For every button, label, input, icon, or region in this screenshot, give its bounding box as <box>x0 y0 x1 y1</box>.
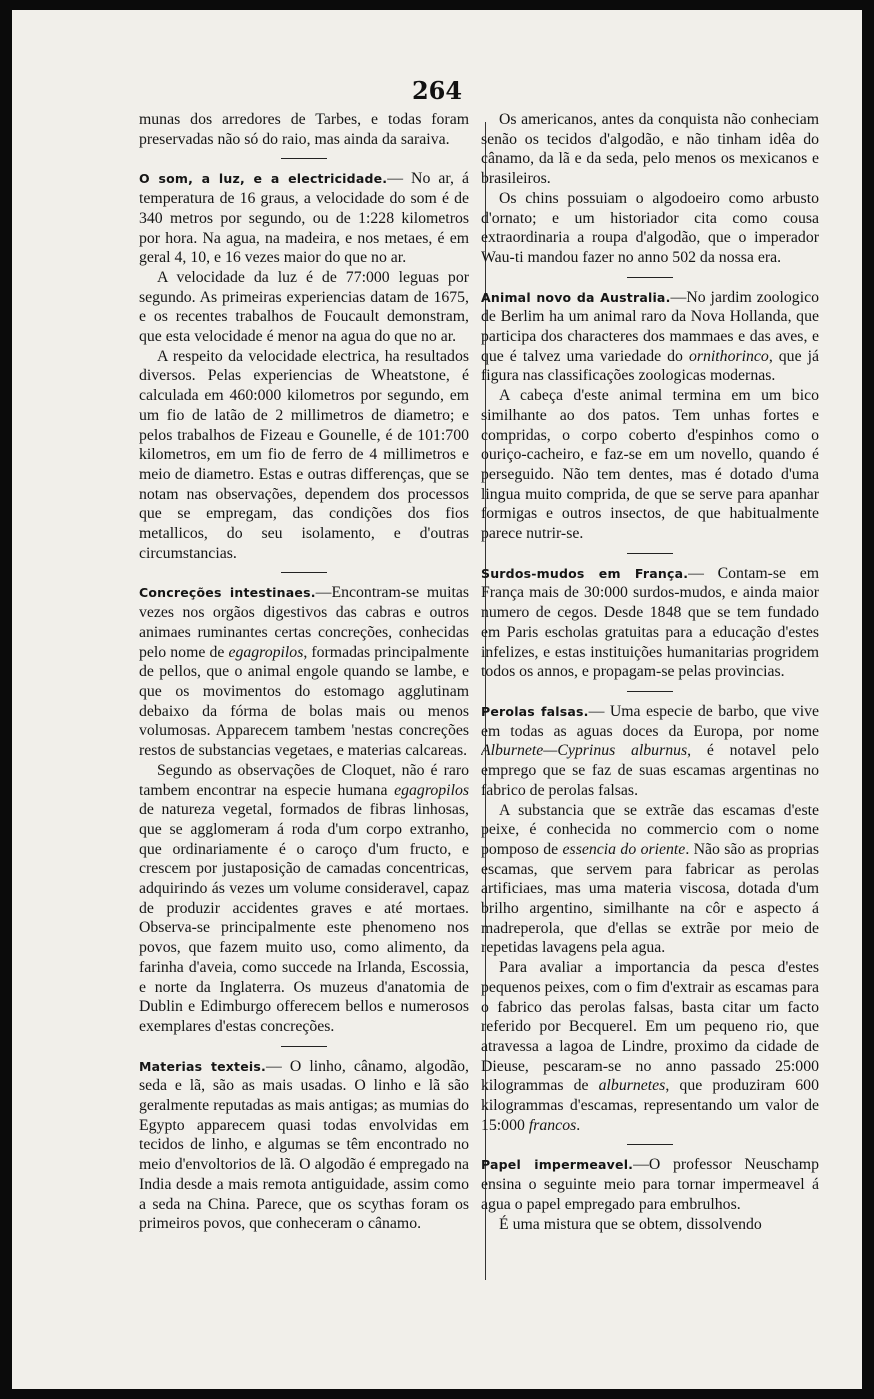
right-column <box>481 110 819 1234</box>
left-column <box>139 110 469 1234</box>
page-number: 264 <box>411 76 463 105</box>
article-paragraph: A cabeça d'este animal termina em um bico similhante ao dos patos. Tem unhas fortes e compridas, o corpo coberto d'espinhos como o ouriço-cacheiro, e faz-se em um novello, quando é perseguido. Não tem dentes, mas é dotado d'uma lingua muito comprida, de que se serve para apanhar formigas e outros insectos, de que habitualmente parece nutrir-se. <box>481 387 819 543</box>
article-concrecoes <box>139 583 469 760</box>
intro-paragraph: munas dos arredores de Tarbes, e todas foram preservadas não só do raio, mas ainda da saraiva. <box>139 111 469 148</box>
article-text: —No jardim zoologico de Berlim ha um animal raro da Nova Hollanda, que participa dos characteres dos mammaes e das aves, e que é talvez uma variedade do <box>481 288 819 365</box>
article-heading: O som, a luz, e a electricidade. <box>139 171 388 187</box>
article-som-luz <box>139 169 469 268</box>
italic-term: ornithorinco <box>688 347 769 365</box>
article-animal-novo <box>481 288 819 387</box>
article-text: A substancia que se extrãe das escamas d'este peixe, é conhecida no commercio com o nome pomposo de <box>481 801 819 858</box>
article-paragraph: Os chins possuiam o algodoeiro como arbusto d'ornato; e um historiador cita como cousa extraordinaria a roupa d'algodão, que o imperador Wau-ti mandou fazer no anno 502 da nossa era. <box>481 189 819 266</box>
italic-term: francos <box>528 1116 577 1134</box>
section-rule <box>627 691 673 692</box>
section-rule <box>627 277 673 278</box>
article-text: —Encontram-se muitas vezes nos orgãos digestivos das cabras e outros animaes ruminantes certas concreções, conhecidas pelo nome de <box>139 584 469 661</box>
italic-term: egagropilos <box>394 781 469 799</box>
section-rule <box>281 1046 327 1047</box>
article-text: , que já figura nas classificações zoologicas modernas. <box>481 347 819 385</box>
article-text: de natureza vegetal, formados de fibras linhosas, que se agglomeram á roda d'um corpo extranho, que ordinariamente é o caroço d'um fructo, e crescem por justaposição de camadas concentricas, adquirindo ás vezes um volume consideravel, capaz de produzir accidentes graves e até mortaes. Observa-se principalmente este phenomeno nos povos, que fazem muito uso, como alimento, da farinha d'aveia, como succede na Irlanda, Escossia, e norte da Inglaterra. Os muzeus d'anatomia de Dublin e Edimburgo offerecem bellos e numerosos exemplares d'estas concreções. <box>139 801 469 1035</box>
section-rule <box>281 572 327 573</box>
italic-term: egagropilos <box>228 643 304 661</box>
article-perolas-falsas <box>481 702 819 801</box>
article-papel-impermeavel <box>481 1155 819 1214</box>
article-heading: Materias texteis. <box>139 1058 266 1074</box>
article-paragraph <box>481 801 819 959</box>
article-text: — No ar, á temperatura de 16 graus, a velocidade do som é de 340 metros por segundo, ou de 1:228 kilometros por hora. Na agua, na madeira, e nos metaes, é em geral 4, 10, e 16 vezes maior do que no ar. <box>139 170 469 267</box>
article-heading: Perolas falsas. <box>481 703 589 719</box>
italic-term: Alburnete—Cyprinus alburnus <box>481 742 688 760</box>
article-paragraph <box>139 761 469 1037</box>
section-rule <box>627 553 673 554</box>
article-paragraph: É uma mistura que se obtem, dissolvendo <box>499 1215 762 1233</box>
article-paragraph <box>481 958 819 1135</box>
article-text: . <box>576 1116 581 1134</box>
article-text: —O professor Neuschamp ensina o seguinte meio para tornar impermeavel á agua o papel empregado para embrulhos. <box>481 1156 819 1213</box>
article-text: . Não são as proprias escamas, que servem para fabricar as perolas artificiaes, mas uma materia viscosa, dotada d'um brilho argentino, similhante na côr e aspecto á madreperola, que d'ellas se extrãe por meio de repetidas lavagens pela agua. <box>481 840 819 957</box>
section-rule <box>627 1144 673 1145</box>
italic-term: essencia do oriente <box>562 840 686 858</box>
section-rule <box>281 158 327 159</box>
article-text: — Uma especie de barbo, que vive em todas as aguas doces da Europa, por nome <box>481 702 819 740</box>
article-text: Para avaliar a importancia da pesca d'estes pequenos peixes, com o fim d'extrair as escamas para o fabrico das perolas falsas, basta citar um facto referido por Becquerel. Em um pequeno rio, que atravessa a lagoa de Lindre, proximo da cidade de Dieuse, pescaram-se no anno passado 25:000 kilogrammas de <box>481 959 819 1095</box>
article-text: — Contam-se em França mais de 30:000 surdos-mudos, e ainda maior numero de cegos. Desde 1848 que se tem fundado em Paris escholas gratuitas para a educação d'estes infelizes, e estas instituições humanitarias progridem todos os annos, e propagam-se pelas provincias. <box>481 564 819 681</box>
article-heading: Surdos-mudos em França. <box>481 565 689 581</box>
article-heading: Concreções intestinaes. <box>139 585 316 601</box>
article-heading: Animal novo da Australia. <box>481 289 671 305</box>
article-surdos-mudos <box>481 564 819 682</box>
article-paragraph: Os americanos, antes da conquista não conheciam senão os tecidos d'algodão, e não tinham idêa do cânamo, da lã e da seda, pelo menos os mexicanos e brasileiros. <box>481 111 819 188</box>
article-text: , formadas principalmente de pellos, que o animal engole quando se lambe, e que os movimentos do estomago agglutinam debaixo da fórma de bolas mais ou menos volumosas. Apparecem tambem 'nestas concreções restos de substancias vegetaes, e materias calcareas. <box>139 643 469 760</box>
article-text: , é notavel pelo emprego que se faz de suas escamas argentinas no fabrico de perolas falsas. <box>481 742 819 799</box>
article-heading: Papel impermeavel. <box>481 1157 634 1173</box>
article-materias-texteis <box>139 1057 469 1234</box>
newspaper-page <box>12 10 862 1389</box>
article-paragraph: A respeito da velocidade electrica, ha resultados diversos. Pelas experiencias de Wheatstone, é calculada em 460:000 kilometros por segundo, em um fio de latão de 2 millimetros de diametro; e pelos trabalhos de Fizeau e Gounelle, é de 101:700 kilometros, em um fio de ferro de 4 millimetros e meio de diametro. Estas e outras differenças, que se notam nas observações, dependem dos processos que se empregam, das condições dos fios metallicos, do seu isolamento, e d'outras circumstancias. <box>139 347 469 562</box>
article-paragraph: A velocidade da luz é de 77:000 leguas por segundo. As primeiras experiencias datam de 1675, e os recentes trabalhos de Foucault demonstram, que esta velocidade é menor na agua do que no ar. <box>139 268 469 346</box>
article-text: Segundo as observações de Cloquet, não é raro tambem encontrar na especie humana <box>139 761 469 799</box>
article-text: — O linho, cânamo, algodão, seda e lã, são as mais usadas. O linho e lã são geralmente reputadas as mais antigas; as mumias do Egypto apparecem quasi todas envolvidas em tecidos de linho, e algumas se têm encontrado no meio d'envoltorios de lã. O algodão é empregado na India desde a mais remota antiguidade, assim como a seda na China. Parece, que os scythas foram os primeiros povos, que conheceram o cânamo. <box>139 1057 469 1233</box>
article-text: , que produziram 600 kilogrammas d'escamas, representando um valor de 15:000 <box>481 1077 819 1134</box>
italic-term: alburnetes <box>598 1077 666 1095</box>
